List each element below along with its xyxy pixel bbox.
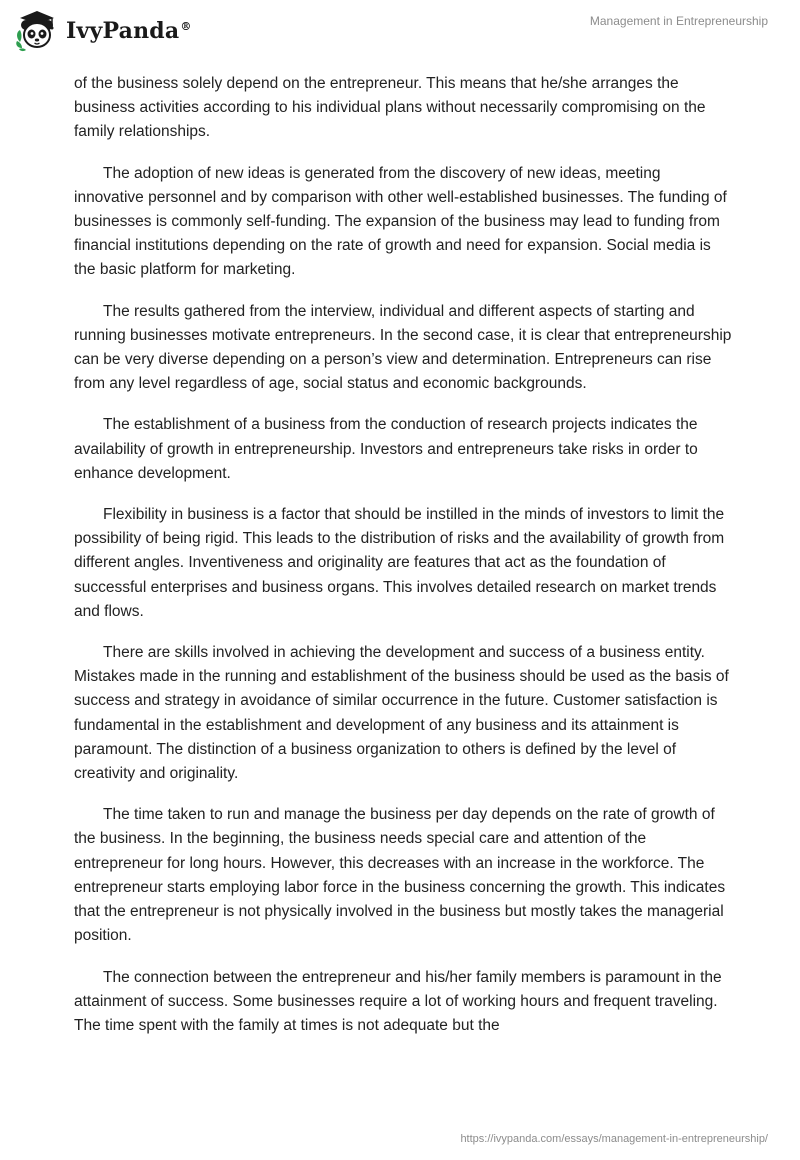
paragraph: The results gathered from the interview, individual and different aspects of starting and running businesses motivate entrepreneurs. In the second case, it is clear that entrepreneurship can be very diverse depending on a person’s view and determination. Entrepreneurs can rise from any level regardless of age, social status and economic backgrounds. xyxy=(74,302,732,393)
paragraph: The connection between the entrepreneur and his/her family members is paramount in the attainment of success. Some businesses require a lot of working hours and frequent traveling. The time spent with the family at times is not adequate but the xyxy=(74,968,722,1034)
ivypanda-logo[interactable] xyxy=(14,8,192,54)
paragraph: There are skills involved in achieving the development and success of a business entity. Mistakes made in the running and establishment of the business should be used as the basis of success and strategy in avoidance of similar occurrence in the future. Customer satisfaction is fundamental in the establishment and development of any business and its attainment is paramount. The distinction of a business organization to others is defined by the level of creativity and originality. xyxy=(74,644,729,783)
paragraph: The time taken to run and manage the business per day depends on the rate of growth of the business. In the beginning, the business needs special care and attention of the entrepreneur for long hours. However, this decreases with an increase in the workforce. The entrepreneur starts employing labor force in the business concerning the growth. This indicates that the entrepreneur is not physically involved in the business but mostly takes the managerial position. xyxy=(74,806,726,945)
source-url[interactable]: https://ivypanda.com/essays/management-in-entrepreneurship/ xyxy=(460,1133,768,1145)
brand-name: IvyPanda® xyxy=(66,18,192,44)
paragraph: The establishment of a business from the conduction of research projects indicates the availability of growth in entrepreneurship. Investors and entrepreneurs take risks in order to enhance development. xyxy=(74,416,698,482)
page-header xyxy=(0,0,800,72)
document-title: Management in Entrepreneurship xyxy=(589,14,768,28)
paragraph: of the business solely depend on the entrepreneur. This means that he/she arranges the business activities according to his individual plans without necessarily compromising on the family relationships. xyxy=(74,75,706,141)
panda-graduate-icon xyxy=(14,8,60,54)
essay-body xyxy=(74,72,734,1055)
registered-mark: ® xyxy=(180,19,192,33)
paragraph: The adoption of new ideas is generated from the discovery of new ideas, meeting innovative personnel and by comparison with other well-established businesses. The funding of businesses is commonly self-funding. The expansion of the business may lead to funding from financial institutions depending on the rate of growth and need for expansion. Social media is the basic platform for marketing. xyxy=(74,164,727,279)
paragraph: Flexibility in business is a factor that should be instilled in the minds of investors to limit the possibility of being rigid. This leads to the distribution of risks and the availability of growth from different angles. Inventiveness and originality are features that act as the foundation of successful enterprises and business organs. This involves detailed research on market trends and flows. xyxy=(74,506,725,620)
